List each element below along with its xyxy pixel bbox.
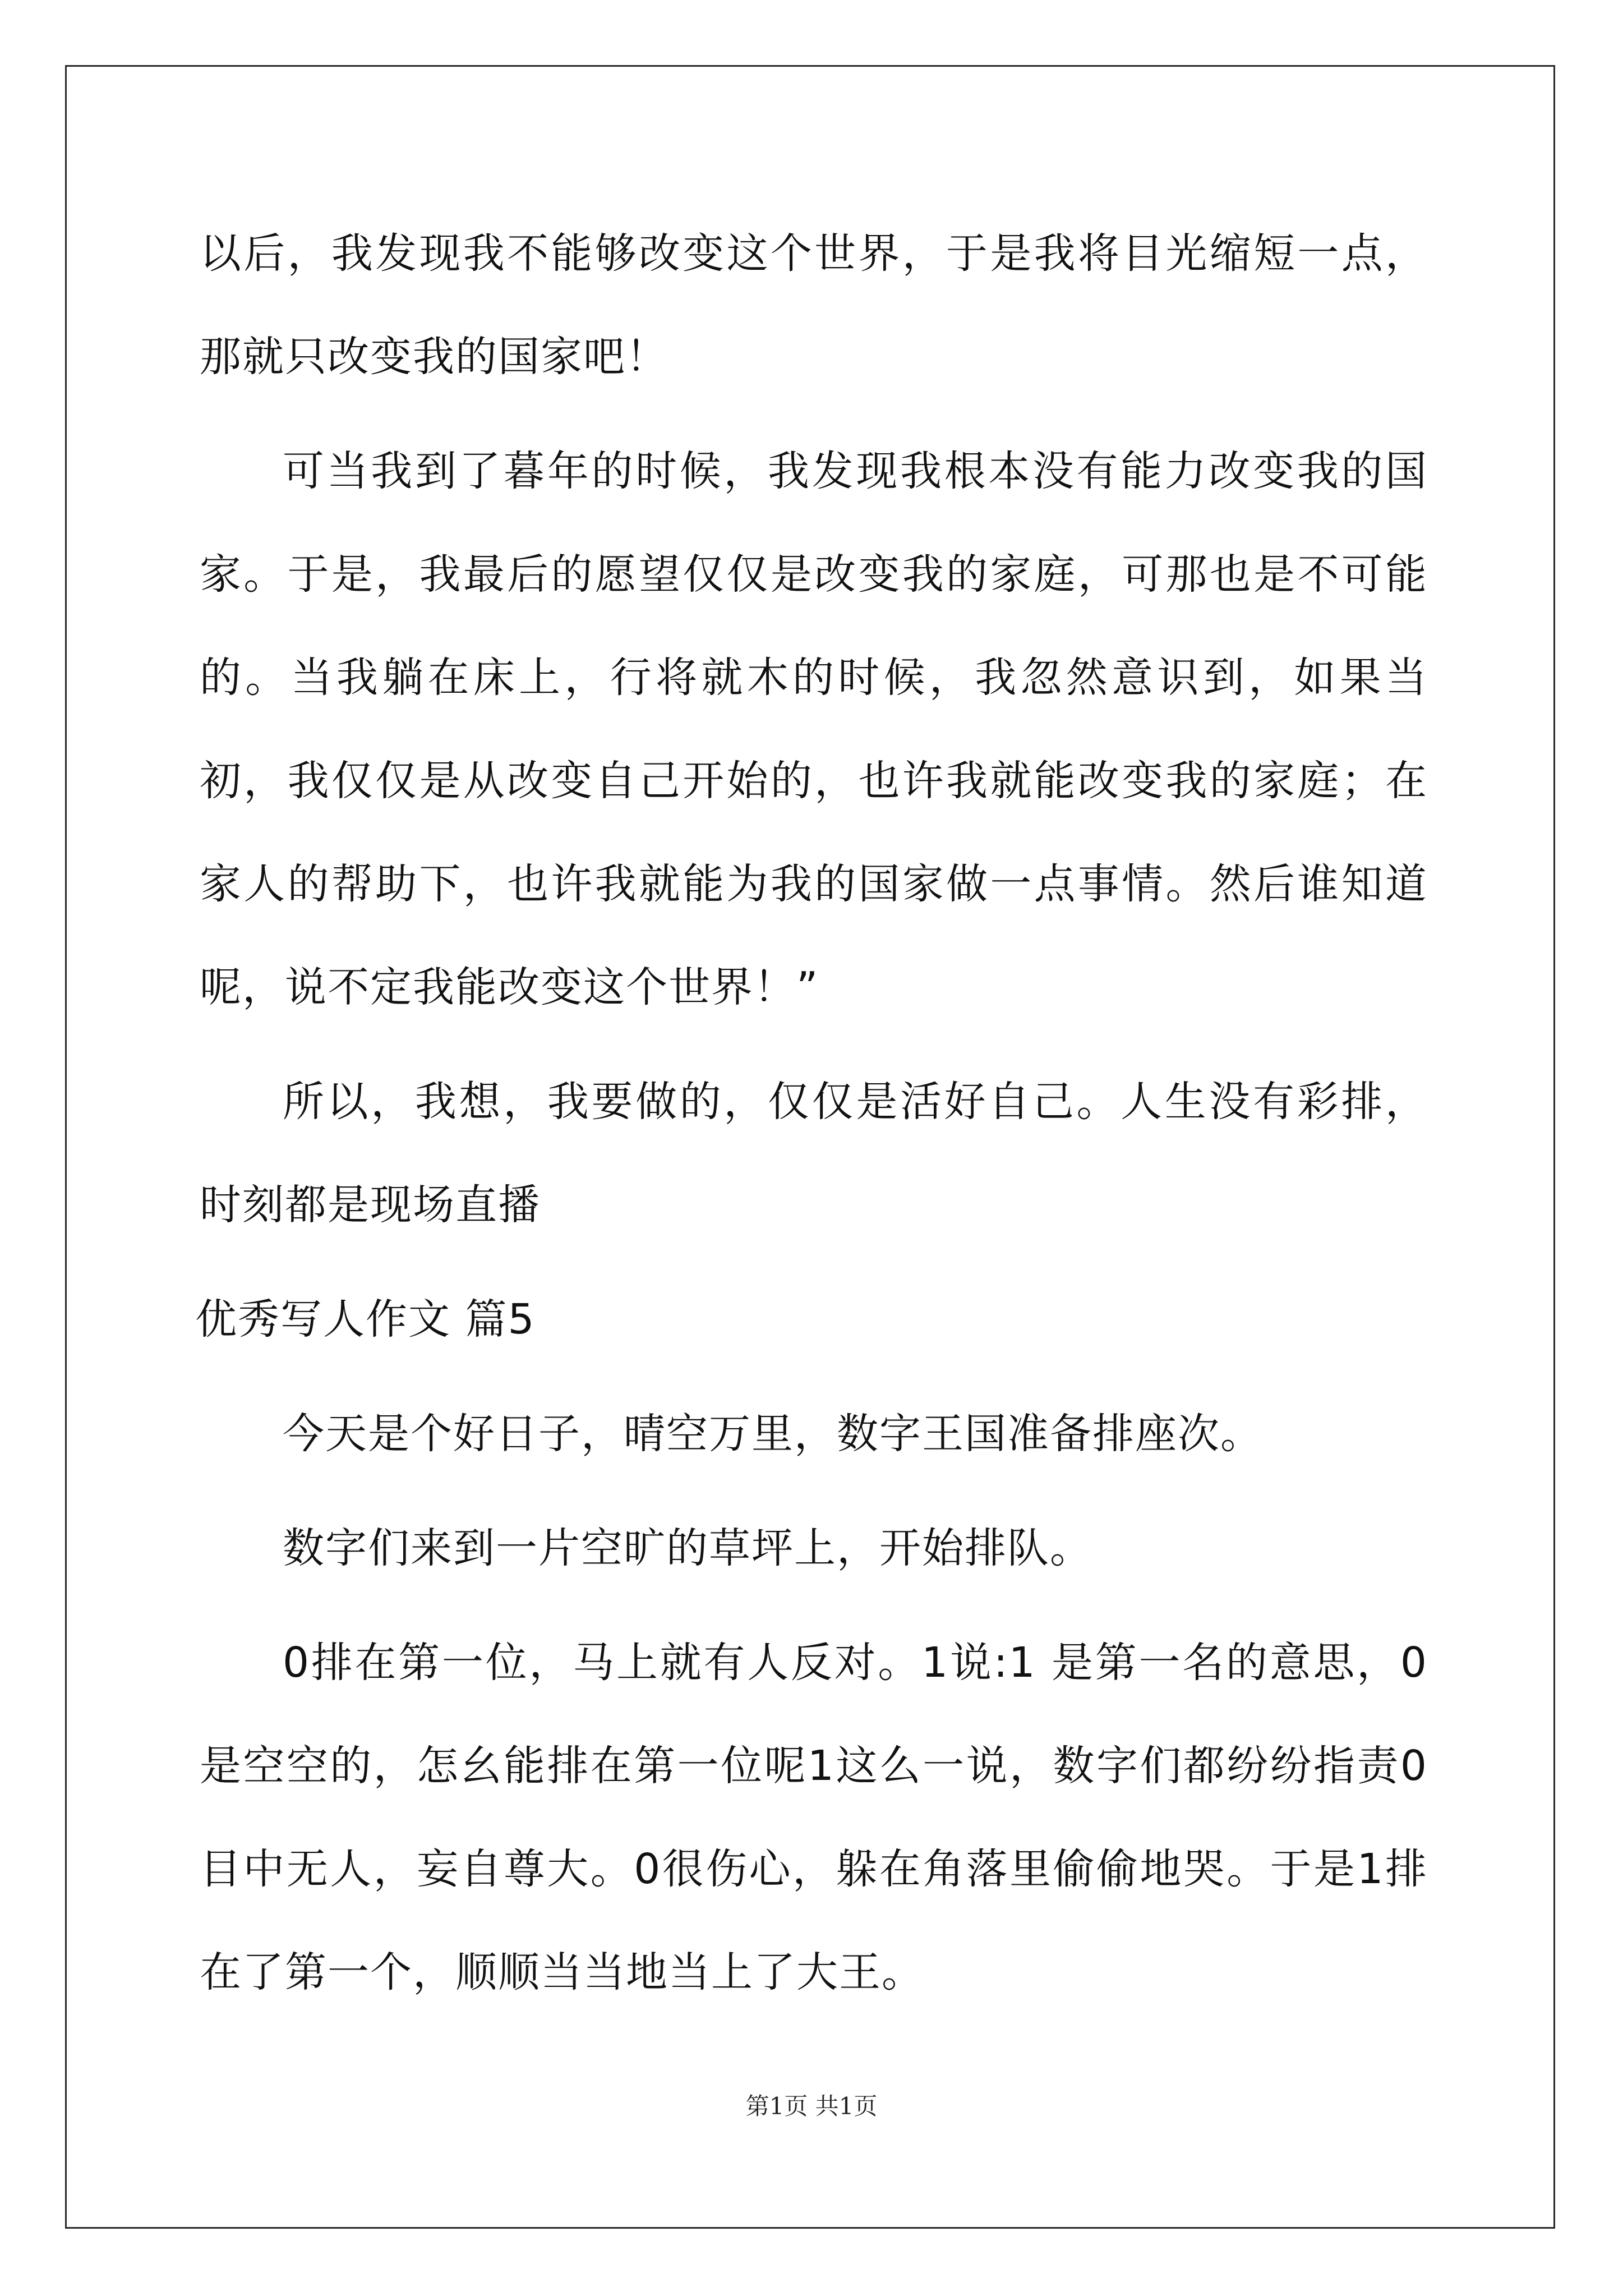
section-paragraph-1: 今天是个好日子，晴空万里，数字王国准备排座次。 bbox=[283, 1410, 1263, 1458]
section-paragraph-3: 0排在第一位，马上就有人反对。1说:1 是第一名的意思，0 是空空的，怎幺能排在第一位呢1这么一说，数字们都纷纷指责0目中无人，妄自尊大。0很伤心，躲在角落里偷偷地哭。于是1排在了第一个，顺顺当当地当上了大王。 bbox=[200, 1639, 1428, 1996]
paragraph-3: 所以，我想，我要做的，仅仅是活好自己。人生没有彩排，时刻都是现场直播 bbox=[200, 1078, 1428, 1229]
paragraph-2: 可当我到了暮年的时候，我发现我根本没有能力改变我的国家。于是，我最后的愿望仅仅是改变我的家庭，可那也是不可能的。当我躺在床上，行将就木的时候，我忽然意识到，如果当初，我仅仅是从改变自己开始的，也许我就能改变我的家庭；在家人的帮助下，也许我就能为我的国家做一点事情。然后谁知道呢，说不定我能改变这个世界！” bbox=[200, 447, 1428, 1011]
document-body bbox=[195, 202, 1428, 2035]
section-paragraph-2: 数字们来到一片空旷的草坪上，开始排队。 bbox=[283, 1524, 1092, 1572]
paragraph-1: 以后，我发现我不能够改变这个世界，于是我将目光缩短一点，那就只改变我的国家吧！ bbox=[200, 229, 1428, 381]
page-footer: 第1页 共1页 bbox=[745, 2092, 878, 2120]
section-heading: 优秀写人作文 篇5 bbox=[195, 1295, 536, 1343]
